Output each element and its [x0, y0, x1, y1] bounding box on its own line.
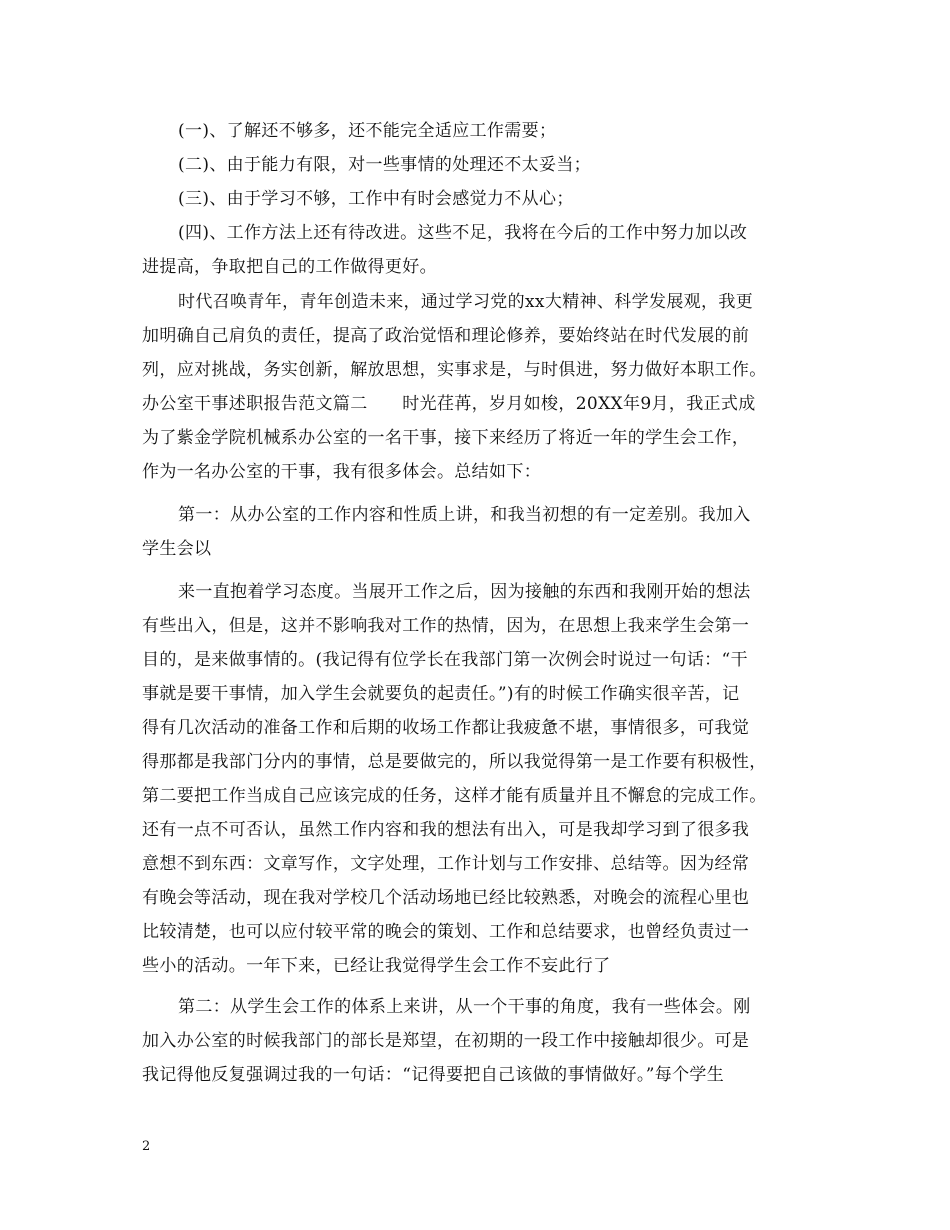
text-line: 进提高，争取把自己的工作做得更好。 — [142, 257, 437, 277]
text-line: 些小的活动。一年下来，已经让我觉得学生会工作不妄此行了 — [142, 956, 611, 976]
text-line: 有些出入，但是，这并不影响我对工作的热情，因为，在思想上我来学生会第一 — [142, 616, 750, 636]
text-line: (一)、了解还不够多，还不能完全适应工作需要； — [178, 121, 557, 141]
text-line: 事就是要干事情，加入学生会就要负的起责任。”)有的时候工作确实很辛苦，记 — [142, 684, 740, 704]
text-line: 时代召唤青年，青年创造未来，通过学习党的xx大精神、科学发展观，我更 — [178, 292, 754, 312]
text-line: 学生会以 — [142, 539, 212, 559]
text-line: 得那都是我部门分内的事情，总是要做完的，所以我觉得第一是工作要有积极性， — [142, 752, 767, 772]
text-line: 比较清楚，也可以应付较平常的晚会的策划、工作和总结要求，也曾经负责过一 — [142, 922, 750, 942]
text-line: 还有一点不可否认，虽然工作内容和我的想法有出入，可是我却学习到了很多我 — [142, 820, 750, 840]
page-number: 2 — [142, 1139, 151, 1154]
text-line: 第二：从学生会工作的体系上来讲，从一个干事的角度，我有一些体会。刚 — [178, 997, 751, 1017]
text-line: 来一直抱着学习态度。当展开工作之后，因为接触的东西和我刚开始的想法 — [178, 582, 751, 602]
text-line: (二)、由于能力有限，对一些事情的处理还不太妥当； — [178, 155, 592, 175]
text-line: (四)、工作方法上还有待改进。这些不足，我将在今后的工作中努力加以改 — [178, 223, 748, 243]
text-line: 作为一名办公室的干事，我有很多体会。总结如下： — [142, 462, 542, 482]
text-line: 加入办公室的时候我部门的部长是郑望，在初期的一段工作中接触却很少。可是 — [142, 1031, 750, 1051]
text-line: 我记得他反复强调过我的一句话：“记得要把自己该做的事情做好。”每个学生 — [142, 1065, 725, 1085]
text-line: (三)、由于学习不够，工作中有时会感觉力不从心； — [178, 189, 574, 209]
text-line: 得有几次活动的准备工作和后期的收场工作都让我疲惫不堪，事情很多，可我觉 — [142, 718, 750, 738]
text-line: 办公室干事述职报告范文篇二 时光荏苒，岁月如梭，20XX年9月，我正式成 — [142, 394, 756, 414]
text-line: 为了紫金学院机械系办公室的一名干事，接下来经历了将近一年的学生会工作， — [142, 428, 750, 448]
text-line: 列，应对挑战，务实创新，解放思想，实事求是，与时俱进，努力做好本职工作。 — [142, 360, 767, 380]
text-line: 目的，是来做事情的。(我记得有位学长在我部门第一次例会时说过一句话：“干 — [142, 650, 748, 670]
text-line: 加明确自己肩负的责任，提高了政治觉悟和理论修养，要始终站在时代发展的前 — [142, 326, 750, 346]
text-line: 第二要把工作当成自己应该完成的任务，这样才能有质量并且不懈怠的完成工作。 — [142, 786, 767, 806]
text-line: 有晚会等活动，现在我对学校几个活动场地已经比较熟悉，对晚会的流程心里也 — [142, 888, 750, 908]
text-line: 意想不到东西：文章写作，文字处理，工作计划与工作安排、总结等。因为经常 — [142, 854, 750, 874]
text-line: 第一：从办公室的工作内容和性质上讲，和我当初想的有一定差别。我加入 — [178, 505, 751, 525]
